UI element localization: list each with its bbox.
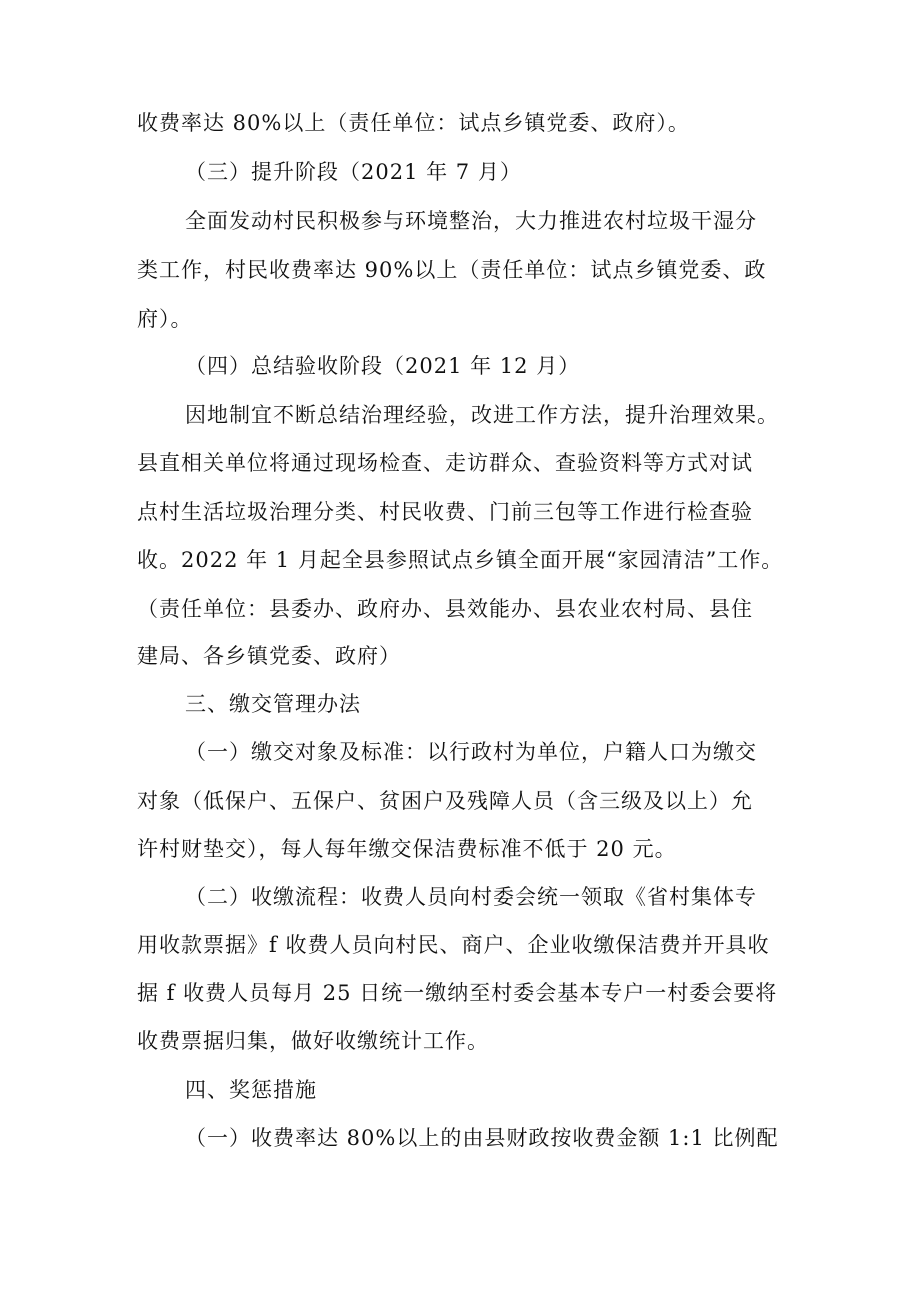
paragraph-line: 据 f 收费人员每月 25 日统一缴纳至村委会基本专户一村委会要将 (137, 981, 778, 1005)
paragraph-line: 类工作，村民收费率达 90%以上（责任单位：试点乡镇党委、政 (137, 258, 767, 282)
section-heading: （四）总结验收阶段（2021 年 12 月） (185, 354, 581, 378)
paragraph-line: （一）缴交对象及标准：以行政村为单位，户籍人口为缴交 (185, 740, 757, 764)
paragraph-line: 全面发动村民积极参与环境整治，大力推进农村垃圾干湿分 (185, 209, 757, 233)
paragraph-line: 建局、各乡镇党委、政府） (137, 644, 401, 668)
section-heading: 三、缴交管理办法 (185, 692, 361, 716)
paragraph-line: 用收款票据》f 收费人员向村民、商户、企业收缴保洁费并开具收 (137, 933, 770, 957)
paragraph-line: 县直相关单位将通过现场检查、走访群众、查验资料等方式对试 (137, 451, 753, 475)
paragraph-line: （二）收缴流程：收费人员向村委会统一领取《省村集体专 (185, 885, 757, 909)
paragraph-line: 对象（低保户、五保户、贫困户及残障人员（含三级及以上）允 (137, 789, 753, 813)
paragraph-line: （一）收费率达 80%以上的由县财政按收费金额 1:1 比例配 (185, 1126, 779, 1150)
paragraph-line: 因地制宜不断总结治理经验，改进工作方法，提升治理效果。 (185, 403, 779, 427)
paragraph-line: 点村生活垃圾治理分类、村民收费、门前三包等工作进行检查验 (137, 500, 753, 524)
paragraph-line: 收。2022 年 1 月起全县参照试点乡镇全面开展“家园清洁”工作。 (137, 548, 784, 572)
section-heading: 四、奖惩措施 (185, 1078, 317, 1102)
paragraph-line: （责任单位：县委办、政府办、县效能办、县农业农村局、县住 (137, 597, 753, 621)
paragraph-line: 许村财垫交），每人每年缴交保洁费标准不低于 20 元。 (137, 837, 677, 861)
paragraph-line: 收费票据归集，做好收缴统计工作。 (137, 1029, 489, 1053)
section-heading: （三）提升阶段（2021 年 7 月） (185, 160, 522, 184)
paragraph-line: 府）。 (137, 307, 193, 331)
paragraph-line: 收费率达 80%以上（责任单位：试点乡镇党委、政府）。 (137, 111, 690, 135)
